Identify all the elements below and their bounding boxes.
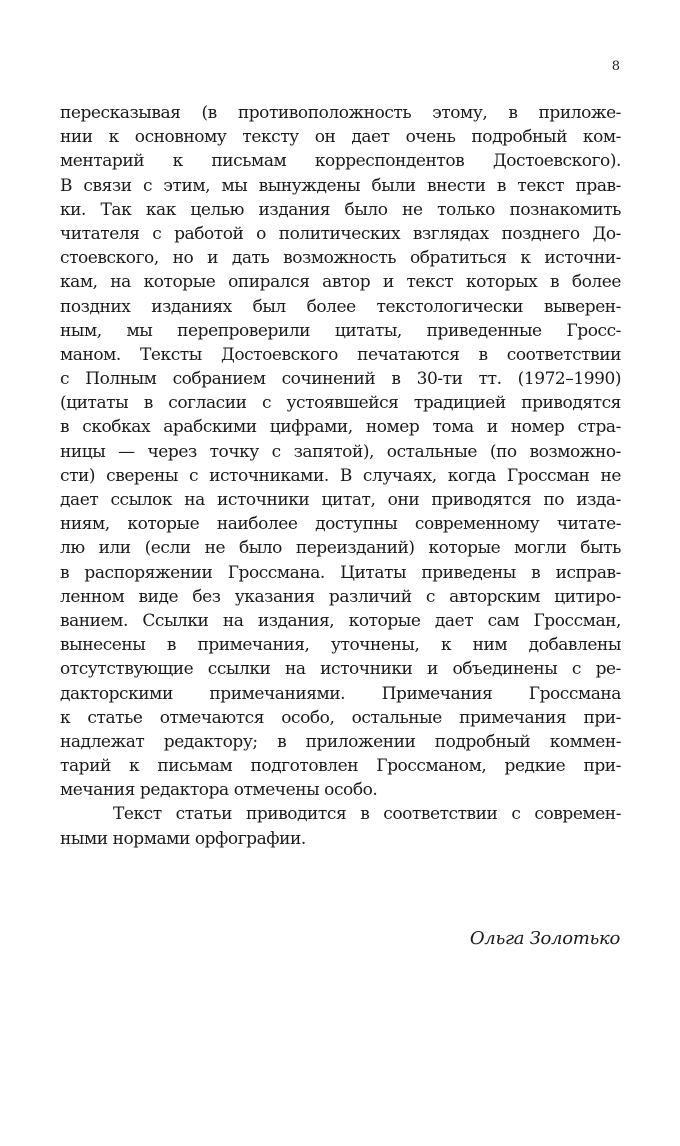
text-line: дакторскими примечаниями. Примечания Гроссмана bbox=[60, 683, 621, 704]
text-line: ными нормами орфографии. bbox=[60, 828, 306, 849]
text-line: ницы — через точку с запятой), остальные (по возможно- bbox=[60, 441, 621, 462]
text-line: в скобках арабскими цифрами, номер тома и номер стра- bbox=[60, 417, 621, 438]
text-line: ки. Так как целью издания было не только познакомить bbox=[60, 199, 621, 220]
author-signature: Ольга Золотько bbox=[469, 928, 620, 949]
text-line: маном. Тексты Достоевского печатаются в соответствии bbox=[60, 344, 621, 365]
text-line: ментарий к письмам корреспондентов Достоевского). bbox=[60, 151, 621, 172]
text-line: (цитаты в согласии с устоявшейся традицией приводятся bbox=[60, 393, 621, 414]
page-number: 8 bbox=[611, 59, 620, 74]
text-line: поздних изданиях был более текстологически выверен- bbox=[60, 296, 621, 317]
text-line: с Полным собранием сочинений в 30-ти тт. (1972–1990) bbox=[60, 369, 621, 390]
text-line: вынесены в примечания, уточнены, к ним добавлены bbox=[60, 635, 621, 656]
text-line: ниям, которые наиболее доступны современному читате- bbox=[60, 514, 621, 535]
text-line: ванием. Ссылки на издания, которые дает сам Гроссман, bbox=[60, 610, 621, 631]
text-line: нии к основному тексту он дает очень подробный ком- bbox=[60, 127, 621, 148]
text-line: пересказывая (в противоположность этому, в приложе- bbox=[60, 103, 621, 123]
text-line: к статье отмечаются особо, остальные примечания при- bbox=[60, 707, 621, 728]
text-line: мечания редактора отмечены особо. bbox=[60, 780, 378, 801]
text-line: надлежат редактору; в приложении подробный коммен- bbox=[60, 731, 621, 752]
text-line: отсутствующие ссылки на источники и объединены с ре- bbox=[60, 659, 621, 680]
paragraph bbox=[60, 802, 621, 850]
text-line: лю или (если не было переизданий) которые могли быть bbox=[60, 538, 621, 559]
text-line: в распоряжении Гроссмана. Цитаты приведены в исправ- bbox=[60, 562, 621, 583]
paragraph bbox=[60, 101, 621, 802]
text-line: ленном виде без указания различий с авторским цитиро- bbox=[60, 586, 621, 607]
text-line: Текст статьи приводится в соответствии с современ- bbox=[113, 804, 621, 825]
text-line: кам, на которые опирался автор и текст которых в более bbox=[60, 272, 621, 293]
text-line: В связи с этим, мы вынуждены были внести в текст прав- bbox=[60, 175, 621, 196]
text-line: ным, мы перепроверили цитаты, приведенные Гросс- bbox=[60, 320, 621, 341]
text-line: тарий к письмам подготовлен Гроссманом, редкие при- bbox=[60, 756, 621, 777]
text-line: дает ссылок на источники цитат, они приводятся по изда- bbox=[60, 490, 621, 510]
text-line: читателя с работой о политических взглядах позднего До- bbox=[60, 223, 621, 244]
text-line: сти) сверены с источниками. В случаях, когда Гроссман не bbox=[60, 465, 621, 486]
text-line: стоевского, но и дать возможность обратиться к источни- bbox=[60, 248, 621, 269]
body-text bbox=[60, 101, 621, 851]
